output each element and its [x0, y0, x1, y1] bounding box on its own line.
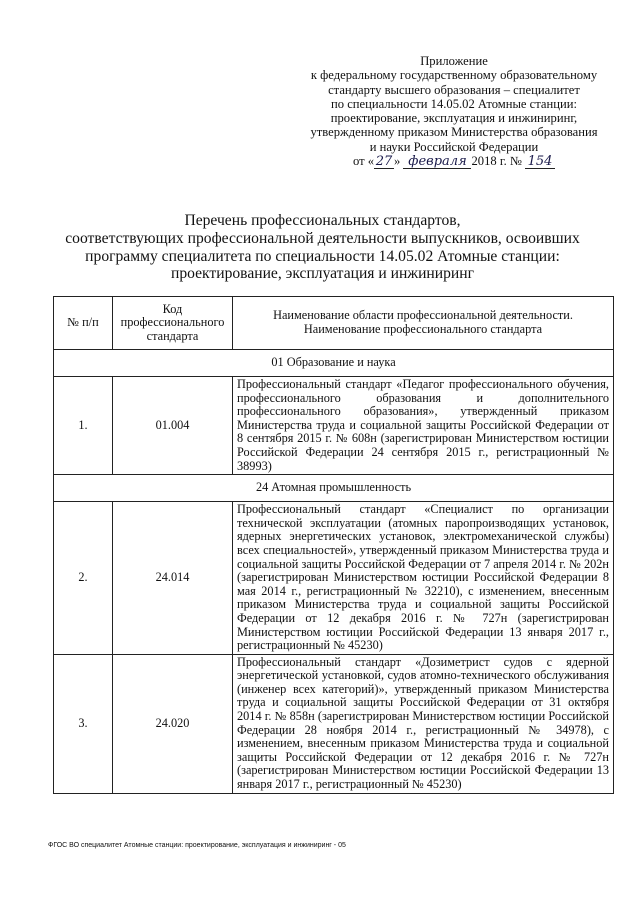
- title-line: соответствующих профессиональной деятельности выпускников, освоивших: [65, 229, 580, 247]
- section-title: 24 Атомная промышленность: [54, 475, 614, 502]
- table-row: [54, 377, 614, 475]
- handwritten-order-number: 154: [525, 156, 555, 169]
- page-footer: ФГОС ВО специалитет Атомные станции: проектирование, эксплуатация и инжиниринг - 05: [48, 842, 346, 849]
- appendix-line: Приложение: [420, 54, 488, 68]
- header-num: № п/п: [54, 297, 113, 350]
- row-code: 24.020: [113, 654, 233, 793]
- table-row: [54, 502, 614, 655]
- appendix-line: по специальности 14.05.02 Атомные станции:: [331, 96, 577, 111]
- date-prefix: от «: [352, 154, 375, 169]
- standards-table: [53, 296, 614, 794]
- title-line: проектирование, эксплуатация и инжиниринг: [170, 265, 474, 283]
- row-text: Профессиональный стандарт «Специалист по организации технической эксплуатации (атомных паропроизводящих установок, ядерных энергетических установок, электромеханической службы) всех специальностей», утвержденный приказом Министерства труда и социальной защиты Российской Федерации от 7 апреля 2014 г. № 202н (зарегистрирован Министерством юстиции Российской Федерации 8 мая 2014 г., регистрационный № 32210), с изменением, внесенным приказом Министерства труда и социальной защиты Российской Федерации от 12 декабря 2016 г. № 727н (зарегистрирован Министерством юстиции Российской Федерации 13 января 2017 г., регистрационный № 45230): [233, 502, 614, 655]
- row-num: 3.: [54, 654, 113, 793]
- section-row: [54, 475, 614, 502]
- order-date-line: [298, 154, 610, 169]
- row-code: 01.004: [113, 377, 233, 475]
- title-line: программу специалитета по специальности 14.05.02 Атомные станции:: [85, 247, 560, 265]
- appendix-line: к федеральному государственному образовательному: [310, 68, 598, 83]
- row-num: 1.: [54, 377, 113, 475]
- handwritten-day: 27: [375, 154, 393, 170]
- table-header-row: [54, 297, 614, 350]
- appendix-line: утвержденному приказом Министерства образования: [310, 125, 598, 140]
- section-title: 01 Образование и наука: [54, 350, 614, 377]
- document-title: [40, 212, 605, 283]
- appendix-block: [298, 54, 610, 169]
- row-num: 2.: [54, 502, 113, 655]
- table-row: [54, 654, 614, 793]
- header-name: Наименование области профессиональной деятельности. Наименование профессионального стандарта: [233, 297, 614, 350]
- appendix-line: стандарту высшего образования – специалитет: [328, 82, 580, 97]
- date-mid: »: [394, 154, 401, 169]
- appendix-line: проектирование, эксплуатация и инжиниринг,: [330, 111, 578, 126]
- row-code: 24.014: [113, 502, 233, 655]
- date-year: 2018 г. №: [471, 154, 522, 169]
- row-text: Профессиональный стандарт «Дозиметрист судов с ядерной энергетической установкой, судов атомно-технического обслуживания (инженер всех категорий)», утвержденный приказом Министерства труда и социальной защиты Российской Федерации от 31 октября 2014 г. № 858н (зарегистрирован Министерством юстиции Российской Федерации 28 ноября 2014 г., регистрационный № 34978), с изменением, внесенным приказом Министерства труда и социальной защиты Российской Федерации от 12 декабря 2016 г. № 727н (зарегистрирован Министерством юстиции Российской Федерации 13 января 2017 г., регистрационный № 45230): [233, 654, 614, 793]
- title-line: Перечень профессиональных стандартов,: [184, 212, 461, 229]
- row-text: Профессиональный стандарт «Педагог профессионального обучения, профессионального образования и дополнительного профессионального образования», утвержденный приказом Министерства труда и социальной защиты Российской Федерации от 8 сентября 2015 г. № 608н (зарегистрирован Министерством юстиции Российской Федерации 24 сентября 2015 г., регистрационный № 38993): [233, 377, 614, 475]
- handwritten-month: февраля: [403, 156, 471, 169]
- section-row: [54, 350, 614, 377]
- appendix-line: и науки Российской Федерации: [369, 139, 539, 154]
- header-code: Код профессионального стандарта: [113, 297, 233, 350]
